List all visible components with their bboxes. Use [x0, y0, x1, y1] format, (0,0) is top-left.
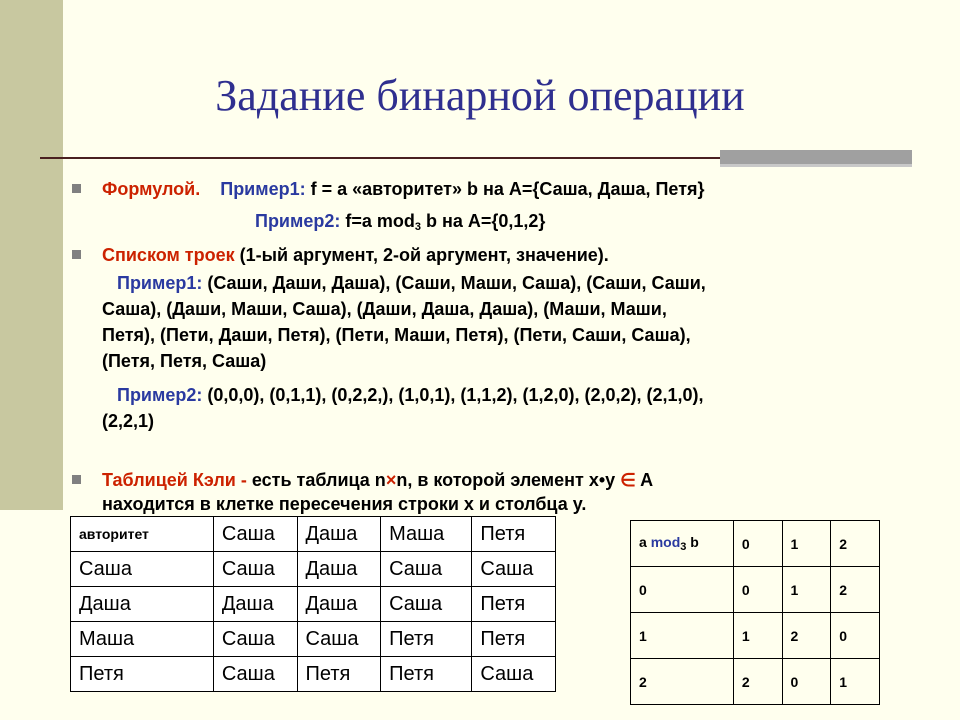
table-cell: Саша	[71, 552, 214, 587]
table-cell: 2	[782, 613, 831, 659]
bullet1-ex2-pre: f=a mod	[340, 211, 415, 231]
slide-title: Задание бинарной операции	[215, 71, 745, 120]
table-row	[71, 552, 556, 587]
left-decor-bar-bottom	[0, 510, 63, 720]
table-row	[631, 659, 880, 705]
table-cell: Саша	[213, 517, 297, 552]
table-cell: 0	[733, 521, 782, 567]
table-cell: Саша	[297, 622, 381, 657]
table-cell: Даша	[297, 587, 381, 622]
bullet2-ex1-text: (Саши, Даши, Даша), (Саши, Маши, Саша), (Саши, Саши,	[202, 273, 706, 293]
bullet2-ex2-line2: (2,2,1)	[102, 411, 155, 431]
table-cell	[631, 521, 734, 567]
table-row	[631, 521, 880, 567]
table-cell: 0	[631, 567, 734, 613]
table-cell: 2	[831, 521, 880, 567]
table-cell: 0	[831, 613, 880, 659]
bullet2-ex1-label: Пример1:	[117, 273, 203, 293]
bullet2-ex2-line1	[117, 382, 704, 408]
bullet2-ex1-line4: (Петя, Петя, Саша)	[102, 351, 267, 371]
bullet1-ex2-post: b на A={0,1,2}	[420, 211, 546, 231]
bullet2-ex1-line3: Петя), (Пети, Даши, Петя), (Пети, Маши, Петя), (Пети, Саши, Саша),	[102, 325, 691, 345]
table-cell: Петя	[381, 657, 472, 692]
table-cell: Петя	[472, 622, 556, 657]
bullet1-ex2-sub: 3	[414, 221, 421, 233]
table-cell: Даша	[71, 587, 214, 622]
table-cell: Петя	[381, 622, 472, 657]
bullet-marker	[72, 184, 81, 193]
table-cell: 0	[782, 659, 831, 705]
bullet2-ex2-label: Пример2:	[117, 385, 203, 405]
bullet3-label: Таблицей Кэли -	[102, 470, 247, 490]
table-cell: 2	[631, 659, 734, 705]
table-cell: 1	[631, 613, 734, 659]
table-row	[71, 587, 556, 622]
mod-corner-sub: 3	[680, 541, 687, 553]
table-cell: 1	[831, 659, 880, 705]
table-cell: 2	[733, 659, 782, 705]
table-cell: 1	[782, 567, 831, 613]
table-cell: Саша	[472, 552, 556, 587]
table-cell: Саша	[213, 552, 297, 587]
bullet1-ex1-label: Пример1:	[220, 179, 306, 199]
bullet1-label: Формулой.	[102, 179, 201, 199]
table-cell: 1	[782, 521, 831, 567]
bullet2-line	[102, 242, 609, 268]
bullet1-ex2-line	[255, 208, 545, 240]
bullet3-text3: y	[605, 470, 621, 490]
table-cell: авторитет	[71, 517, 214, 552]
table-cell: Петя	[472, 587, 556, 622]
table-cell: Петя	[297, 657, 381, 692]
dot-symbol: •	[598, 470, 606, 490]
bullet3-text1: есть таблица n	[246, 470, 386, 490]
bullet3-text2: n, в которой элемент x	[396, 470, 599, 490]
table-row	[631, 567, 880, 613]
table-cell: Даша	[297, 517, 381, 552]
bullet2-text: (1-ый аргумент, 2-ой аргумент, значение).	[234, 245, 609, 265]
bullet3-text4: A	[635, 470, 654, 490]
table-cell: Маша	[381, 517, 472, 552]
title-rule-accent-light	[720, 164, 912, 167]
times-symbol: ×	[385, 470, 397, 490]
bullet2-ex1-line2: Саша), (Даши, Маши, Саша), (Даши, Даша, Даша), (Маши, Маши,	[102, 299, 667, 319]
table-cell: Саша	[213, 622, 297, 657]
bullet2-ex2-text: (0,0,0), (0,1,1), (0,2,2,), (1,0,1), (1,1,2), (1,2,0), (2,0,2), (2,1,0),	[202, 385, 704, 405]
bullet-marker	[72, 475, 81, 484]
mod-corner-pre: a	[639, 534, 651, 550]
table-row	[631, 613, 880, 659]
bullet2-label: Списком троек	[102, 245, 235, 265]
bullet2-ex1-line1	[117, 270, 706, 296]
table-cell: 0	[733, 567, 782, 613]
cayley-table	[70, 516, 556, 692]
table-cell: 1	[733, 613, 782, 659]
title-rule-accent	[720, 150, 912, 164]
table-cell: Петя	[472, 517, 556, 552]
table-row	[71, 622, 556, 657]
table-cell: Даша	[213, 587, 297, 622]
table-row	[71, 517, 556, 552]
table-cell: Саша	[381, 587, 472, 622]
table-cell: Саша	[213, 657, 297, 692]
table-cell: Даша	[297, 552, 381, 587]
table-cell: Саша	[381, 552, 472, 587]
bullet3-line	[102, 467, 653, 493]
table-cell: Маша	[71, 622, 214, 657]
bullet1-ex1-text: f = a «авторитет» b на A={Саша, Даша, Петя}	[305, 179, 705, 199]
mod-corner-post: b	[686, 534, 699, 550]
table-row	[71, 657, 556, 692]
table-cell: Саша	[472, 657, 556, 692]
table-cell: Петя	[71, 657, 214, 692]
mod-corner-mod: mod	[650, 534, 681, 550]
bullet1-line	[102, 176, 705, 202]
bullet3-line2: находится в клетке пересечения строки x и столбца y.	[102, 494, 587, 514]
bullet-marker	[72, 250, 81, 259]
table-cell: 2	[831, 567, 880, 613]
bullet1-ex2-label: Пример2:	[255, 211, 341, 231]
mod3-table	[630, 520, 880, 705]
element-of-symbol: ∈	[620, 470, 636, 490]
